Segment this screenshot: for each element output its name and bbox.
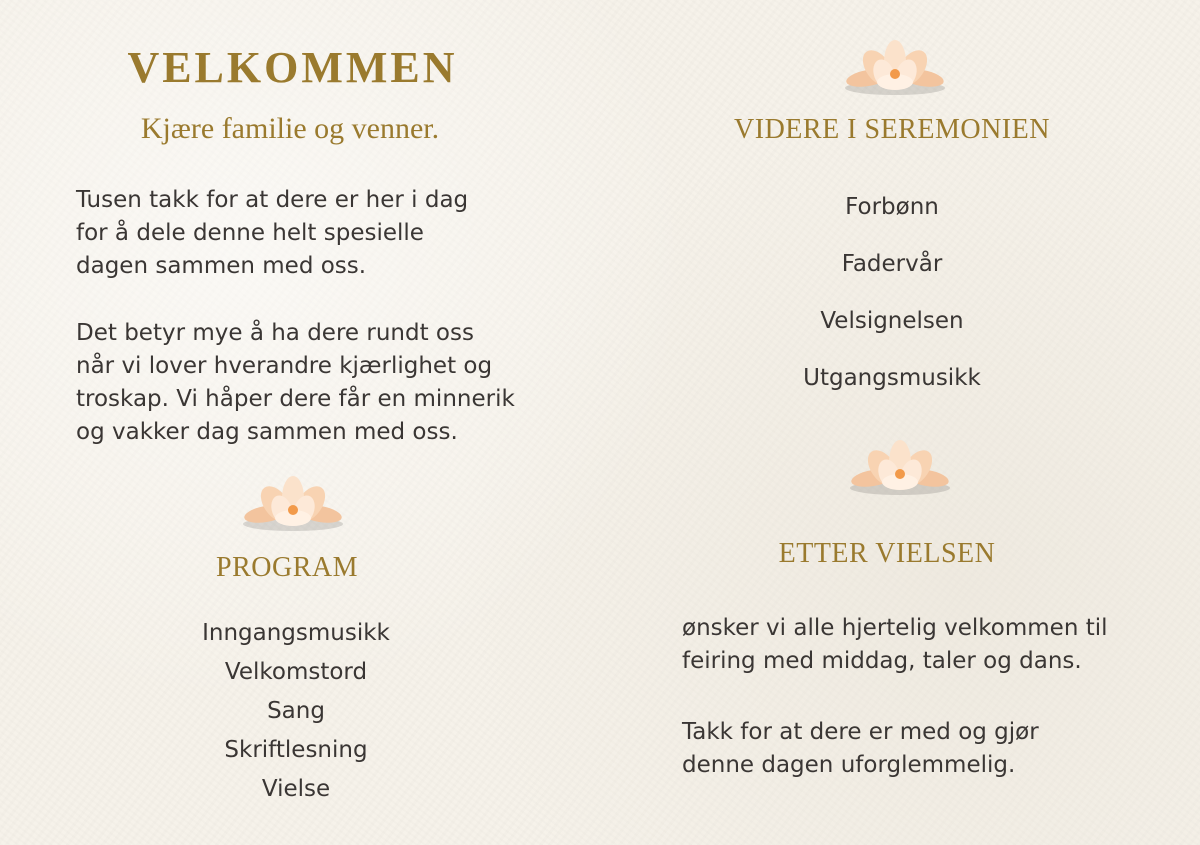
list-item: Skriftlesning	[224, 737, 368, 763]
text-line: Tusen takk for at dere er her i dag	[76, 187, 469, 213]
list-item: Utgangsmusikk	[803, 365, 981, 391]
text-line: når vi lover hverandre kjærlighet og	[76, 353, 493, 379]
welcome-paragraph-2	[76, 317, 556, 449]
text-line: og vakker dag sammen med oss.	[76, 419, 458, 445]
after-ceremony-title: ETTER VIELSEN	[778, 538, 996, 569]
text-line: feiring med middag, taler og dans.	[682, 648, 1082, 674]
text-line: denne dagen uforglemmelig.	[682, 752, 1016, 778]
flower-icon	[840, 32, 950, 102]
page-title: VELKOMMEN	[127, 43, 458, 92]
text-line: for å dele denne helt spesielle	[76, 220, 424, 246]
list-item: Velkomstord	[224, 659, 368, 685]
flower-icon	[845, 432, 955, 502]
list-item: Vielse	[261, 776, 331, 802]
text-line: Det betyr mye å ha dere rundt oss	[76, 320, 474, 346]
text-line: Takk for at dere er med og gjør	[682, 719, 1039, 745]
after-paragraph-1	[682, 612, 1152, 678]
ceremony-title: VIDERE I SEREMONIEN	[734, 114, 1050, 145]
list-item: Inngangsmusikk	[202, 620, 390, 646]
text-line: dagen sammen med oss.	[76, 253, 367, 279]
text-line: ønsker vi alle hjertelig velkommen til	[682, 615, 1108, 641]
list-item: Forbønn	[845, 194, 939, 220]
list-item: Velsignelsen	[820, 308, 964, 334]
welcome-subtitle: Kjære familie og venner.	[140, 112, 440, 145]
program-list	[96, 614, 496, 809]
list-item: Sang	[267, 698, 325, 724]
after-paragraph-2	[682, 716, 1152, 782]
list-item: Fadervår	[841, 251, 943, 277]
flower-icon	[238, 468, 348, 538]
welcome-paragraph-1	[76, 184, 556, 283]
program-title: PROGRAM	[216, 552, 358, 583]
text-line: troskap. Vi håper dere får en minnerik	[76, 386, 515, 412]
ceremony-list	[692, 187, 1092, 415]
